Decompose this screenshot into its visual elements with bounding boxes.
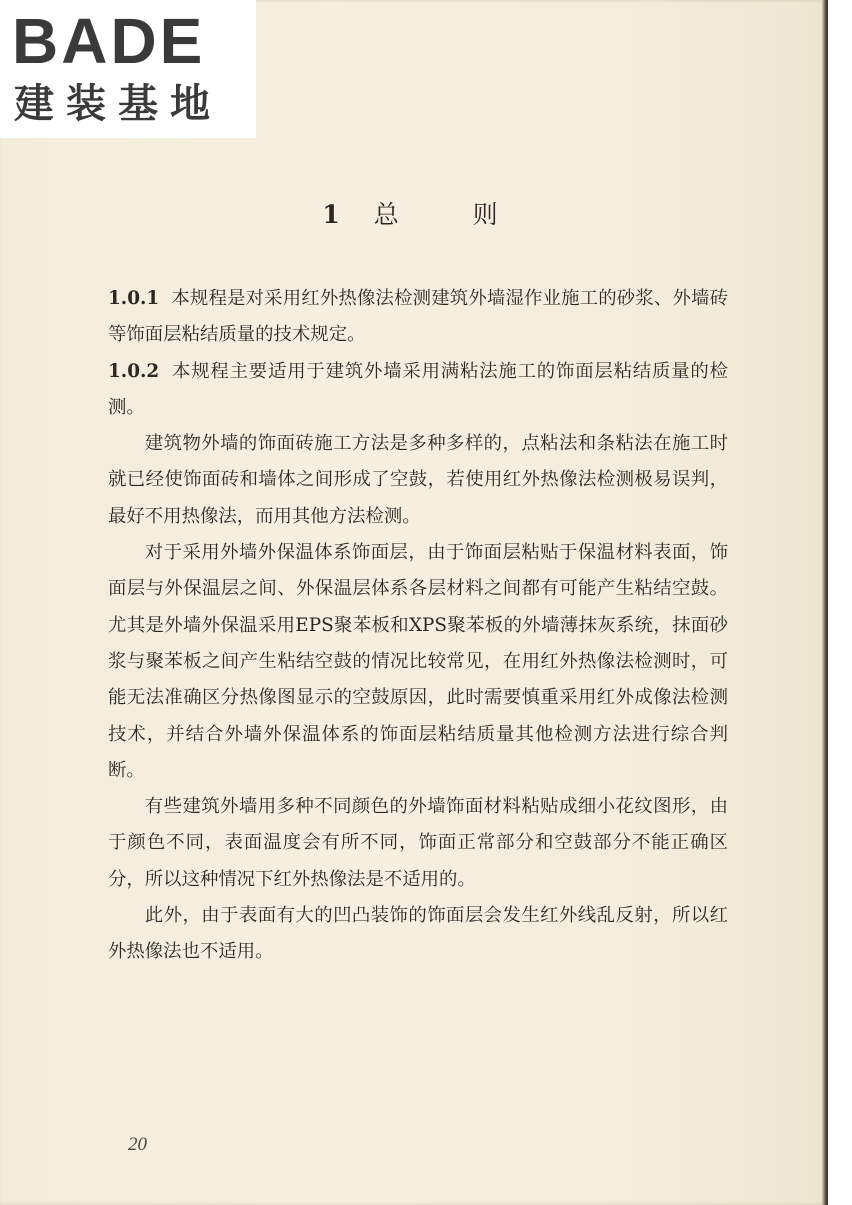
clause-number: 1.0.2 [108, 360, 160, 382]
logo [0, 0, 256, 138]
clause-number: 1.0.1 [108, 288, 160, 309]
clause-text: 本规程是对采用红外热像法检测建筑外墙湿作业施工的砂浆、外墙砖等饰面层粘结质量的技术规定。 [108, 288, 728, 346]
clause-1-0-1 [108, 281, 728, 354]
body-text [108, 281, 728, 971]
logo-brand-text: BADE [12, 5, 206, 77]
explanation-paragraph: 此外，由于表面有大的凹凸装饰的饰面层会发生红外线乱反射，所以红外热像法也不适用。 [108, 905, 728, 963]
chapter-number: 1 [322, 200, 346, 229]
explanation-paragraph: 对于采用外墙外保温体系饰面层，由于饰面层粘贴于保温材料表面，饰面层与外保温层之间、外保温层体系各层材料之间都有可能产生粘结空鼓。尤其是外墙外保温采用EPS聚苯板和XPS聚苯板的外墙薄抹灰系统，抹面砂浆与聚苯板之间产生粘结空鼓的情况比较常见，在用红外热像法检测时，可能无法准确区分热像图显示的空鼓原因，此时需要慎重采用红外成像法检测技术，并结合外墙外保温体系的饰面层粘结质量其他检测方法进行综合判断。 [108, 542, 728, 781]
chapter-title-char-1: 总 [373, 200, 405, 229]
logo-subtitle: 建装基地 [14, 81, 222, 127]
chapter-heading [0, 195, 826, 231]
explanation-paragraph: 建筑物外墙的饰面砖施工方法是多种多样的，点粘法和条粘法在施工时就已经使饰面砖和墙体之间形成了空鼓，若使用红外热像法检测极易误判，最好不用热像法，而用其他方法检测。 [108, 433, 728, 527]
clause-1-0-2 [108, 354, 728, 427]
clause-text: 本规程主要适用于建筑外墙采用满粘法施工的饰面层粘结质量的检测。 [108, 360, 728, 418]
page-number: 20 [128, 1134, 147, 1155]
chapter-title-char-2: 则 [472, 200, 504, 229]
page-binding-edge [822, 0, 828, 1205]
explanation-paragraph: 有些建筑外墙用多种不同颜色的外墙饰面材料粘贴成细小花纹图形，由于颜色不同，表面温度会有所不同，饰面正常部分和空鼓部分不能正确区分，所以这种情况下红外热像法是不适用的。 [108, 796, 728, 890]
